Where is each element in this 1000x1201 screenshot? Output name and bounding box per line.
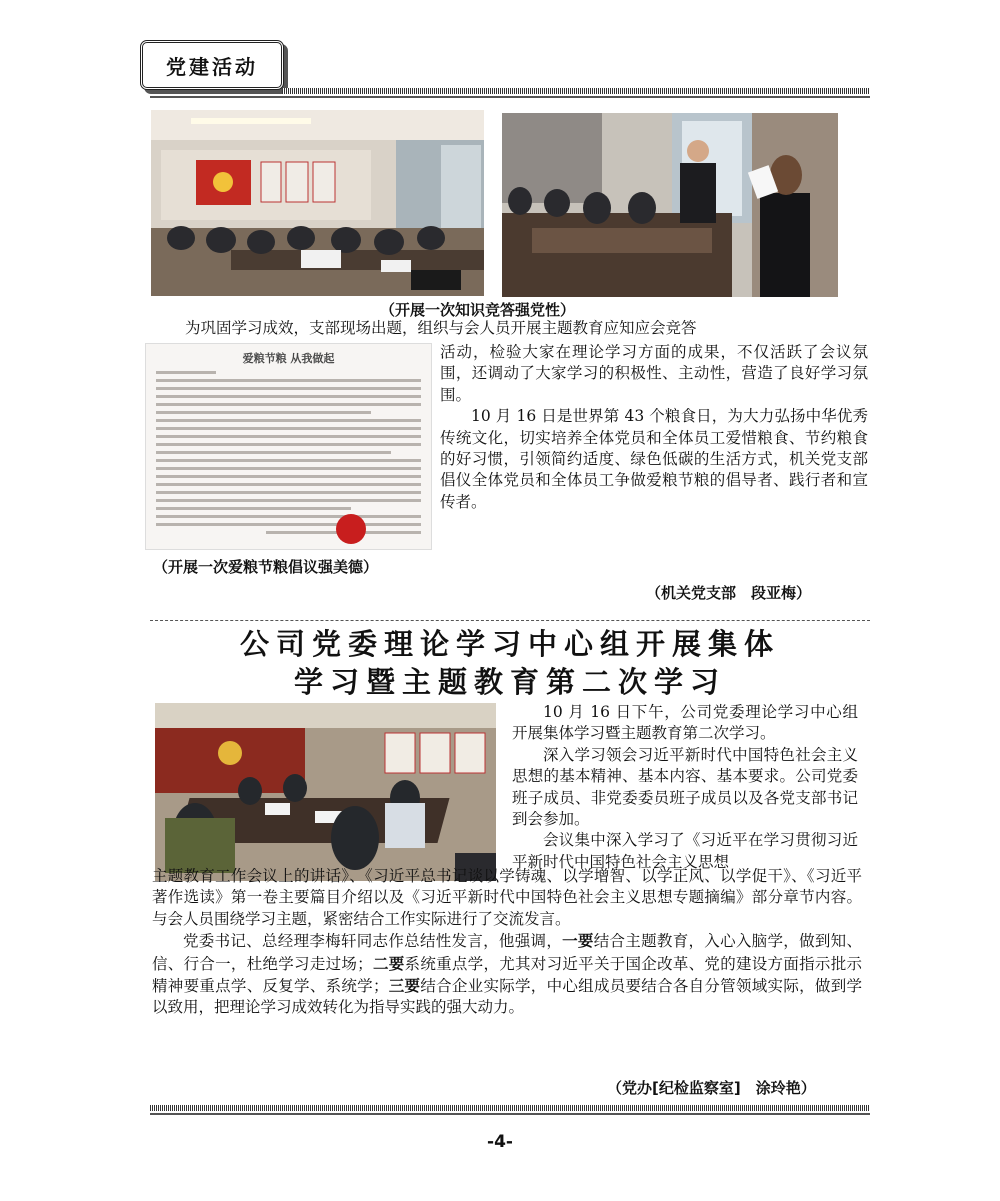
article2-headline-line1: 公司党委理论学习中心组开展集体 bbox=[239, 627, 780, 661]
article2-author: （党办[纪检监察室] 涂玲艳） bbox=[607, 1079, 816, 1097]
article2-paragraph-1: 10 月 16 日下午，公司党委理论学习中心组开展集体学习暨主题教育第二次学习。 bbox=[512, 703, 858, 743]
photo-caption-grain: （开展一次爱粮节粮倡议强美德） bbox=[153, 558, 379, 576]
section-tag: 党建活动 bbox=[140, 40, 284, 90]
study-session-photo bbox=[155, 703, 496, 881]
header-rule bbox=[282, 88, 870, 94]
photo-caption-quiz: （开展一次知识竞答强党性） bbox=[380, 301, 576, 319]
article2-headline-line2: 学习暨主题教育第二次学习 bbox=[293, 665, 726, 699]
article2-paragraph-3b: 主题教育工作会议上的讲话》、《习近平总书记谈以学铸魂、以学增智、以学正风、以学促干》、《习近平著作选读》第一卷主要篇目介绍以及《习近平新时代中国特色社会主义思想专题摘编》部分章节内容。与会人员围绕学习主题，紧密结合工作实际进行了交流发言。 bbox=[152, 867, 862, 928]
article1-intro: 为巩固学习成效，支部现场出题，组织与会人员开展主题教育应知应会竞答 bbox=[185, 319, 697, 337]
header-rule-line bbox=[150, 96, 870, 98]
article1-body bbox=[440, 342, 868, 513]
section-divider bbox=[150, 620, 870, 621]
footer-rule bbox=[150, 1105, 870, 1111]
article2-side-text bbox=[512, 702, 858, 873]
proposal-document-title: 爱粮节粮 从我做起 bbox=[242, 352, 335, 365]
meeting-photo-2 bbox=[502, 113, 838, 297]
article1-paragraph-1: 活动，检验大家在理论学习方面的成果，不仅活跃了会议氛围，还调动了大家学习的积极性、主动性，营造了良好学习氛围。 bbox=[440, 343, 868, 404]
party-emblem-icon bbox=[336, 514, 366, 544]
meeting-photo-1 bbox=[151, 110, 484, 296]
article1-paragraph-2: 10 月 16 日是世界第 43 个粮食日，为大力弘扬中华优秀传统文化，切实培养全体党员和全体员工爱惜粮食、节约粮食的好习惯，引领简约适度、绿色低碳的生活方式，机关党支部倡仪全体党员和全体员工争做爱粮节粮的倡导者、践行者和宣传者。 bbox=[440, 407, 868, 511]
article2-body bbox=[152, 866, 862, 1019]
proposal-document-image bbox=[145, 343, 432, 550]
article1-author: （机关党支部 段亚梅） bbox=[646, 584, 812, 602]
article2-paragraph-3a: 会议集中深入学习了《习近平在学习贯彻习近平新时代中国特色社会主义思想 bbox=[512, 831, 858, 871]
footer-rule-line bbox=[150, 1113, 870, 1115]
page-number: -4- bbox=[487, 1132, 513, 1152]
article2-paragraph-2: 深入学习领会习近平新时代中国特色社会主义思想的基本精神、基本内容、基本要求。公司党委班子成员、非党委委员班子成员以及各党支部书记到会参加。 bbox=[512, 745, 858, 829]
article2-paragraph-4: 党委书记、总经理李梅轩同志作总结性发言，他强调，一要结合主题教育，入心入脑学，做到知、信、行合一，杜绝学习走过场；二要系统重点学，尤其对习近平关于国企改革、党的建设方面指示批示精神要重点学、反复学、系统学；三要结合企业实际学，中心组成员要结合各自分管领域实际，做到学以致用，把理论学习成效转化为指导实践的强大动力。 bbox=[152, 931, 862, 1017]
